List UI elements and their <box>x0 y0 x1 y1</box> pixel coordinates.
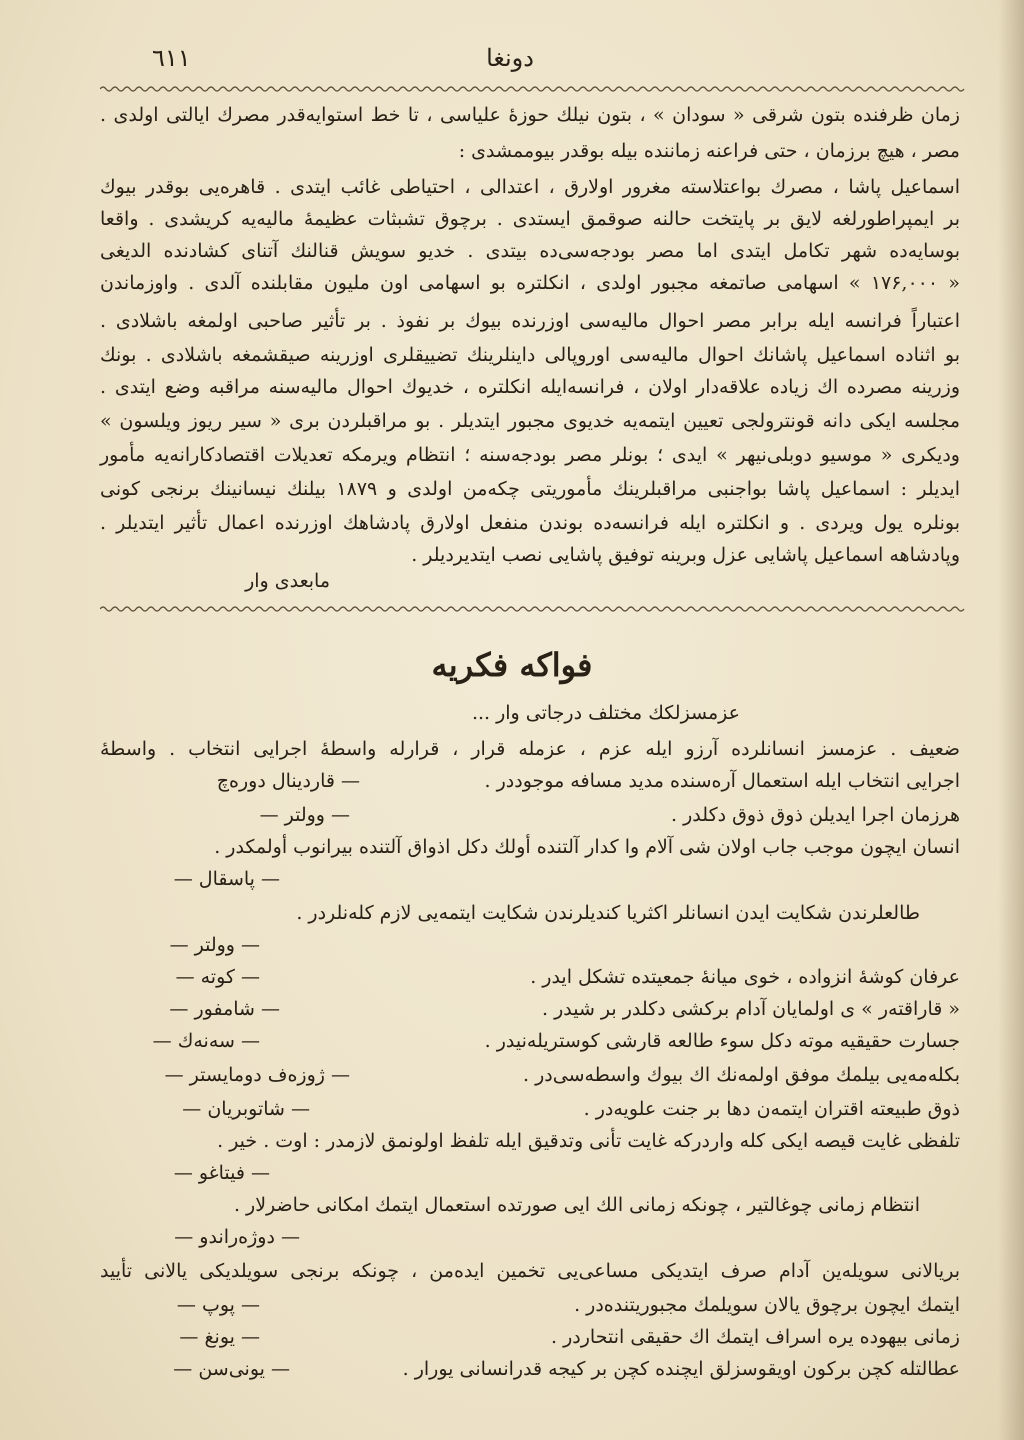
article-line: ودیکری « موسیو دوبلی‌نیهر » ایدی ؛ بونلر مصر بودجه‌سنه ؛ انتظام ویرمکه تعدیلات اقتصادکارانه‌یه مأمور <box>100 444 960 466</box>
quote-author: — کوته — <box>175 966 260 988</box>
article-line: بوسایه‌ده شهر تکامل ایتدی اما مصر بودجه‌سی‌ده بیتدی . خدیو سویش قنالنك آتنای کشادنده الدیغی <box>100 240 960 262</box>
quote-author: — پوپ — <box>176 1294 260 1316</box>
wavy-rule-top <box>100 84 968 94</box>
article-line: وزرینه مصرده اك زیاده علاقه‌دار اولان ، فرانسه‌ایله انکلتره ، خدیوك احوال مالیه‌سنه مراقبه وضع ایتدی . <box>100 376 960 398</box>
quote-author: — دوژەراندو — <box>174 1226 300 1248</box>
quote-author: — وولتر — <box>259 804 350 826</box>
quote-line: ذوق طبیعته اقتران ایتمه‌ن دها بر جنت علویه‌در . <box>583 1098 960 1120</box>
article-line: ایدیلر : اسماعیل پاشا بواجنبی مراقبلرینك مأموریتی چکه‌من اولدی و ۱۸۷۹ بیلنك نیسانینك برنجی کونی <box>100 478 960 500</box>
quote-author: — سه‌نه‌ك — <box>152 1030 260 1052</box>
page-edge-shadow <box>998 0 1024 1440</box>
section-intro: عزمسزلکك مختلف درجاتی وار ... <box>471 702 740 724</box>
section-title: فواکه فکریه <box>431 646 593 684</box>
quote-line: انسان ایچون موجب جاب اولان شی آلام وا کدار آلتنده أولك دکل اذواق آلتنده بیرانوب أولمکدر . <box>214 836 960 858</box>
running-title: دونغا <box>486 44 534 72</box>
article-line: وپادشاهه اسماعیل پاشایی عزل وبرینه توفیق پاشایی نصب ایتدیردیلر . <box>411 544 960 566</box>
quote-line: « قاراقتەر » ی اولمایان آدام برکشی دکلدر بر شیدر . <box>541 998 960 1020</box>
quote-line: تلفظی غایت قیصه ایکی کله واردرکه غایت تأنی وتدقیق ایله تلفظ اولونمق لازمدر : اوت . خیر . <box>217 1130 960 1152</box>
continued-note: مابعدی وار <box>245 570 330 592</box>
quote-author: — یونی‌سن — <box>173 1358 290 1380</box>
article-line: بونلره یول ویردی . و انکلتره ایله فرانسه‌ده بوندن منفعل اولارق پادشاهك اوزرنده اعمال تأثیر ایتدیلر . <box>100 512 960 534</box>
quote-line: هرزمان اجرا ایدیلن ذوق ذوق دکلدر . <box>671 804 960 826</box>
quote-line: عرفان کوشۀ انزواده ، خوی میانۀ جمعیتده تشکل ایدر . <box>530 966 960 988</box>
article-line: مجلسه ایکی دانه قونترولجی تعیین ایتمه‌یه خدیوی مجبور ایتدیلر . بو مراقبلردن بری « سیر ریوز ویلسون » <box>100 410 960 432</box>
quote-author: — فیتاغو — <box>173 1162 270 1184</box>
quote-line: ایتمك ایچون برچوق یالان سویلمك مجبوریتنده‌در . <box>574 1294 960 1316</box>
quote-line: طالعلرندن شکایت ایدن انسانلر اکثریا کندیلرندن شکایت ایتمه‌یی لازم کله‌نلردر . <box>296 902 920 924</box>
article-line: مصر ، هیچ برزمان ، حتی فراعنه زماننده بیله بوقدر بیوممشدی : <box>458 140 960 162</box>
article-line: اعتباراً فرانسه ایله برابر مصر احوال مالیه‌سی اوزرنده بیوك بر نفوذ . بر تأثیر صاحبی اولمغه باشلادی . <box>100 310 960 332</box>
quote-line: جسارت حقیقیه موته دکل سوء طالعه قارشی کوستریله‌نیدر . <box>484 1030 960 1052</box>
wavy-rule-middle <box>100 604 968 614</box>
quote-line: عطالتله کچن برکون اویقوسزلق ایچنده کچن بر کیجه قدرانسانی یورار . <box>402 1358 960 1380</box>
page-header <box>100 44 920 80</box>
article-line: « ۱۷۶,۰۰۰ » اسهامی صاتمغه مجبور اولدی ، انکلتره بو اسهامی اون ملیون مقابلنده آلدی . واوزماندن <box>100 272 960 294</box>
quote-author: — وولتر — <box>169 934 260 956</box>
page-number: ٦١١ <box>152 44 191 72</box>
quote-line: اجرایی انتخاب ایله استعمال آره‌سنده مدید مسافه موجوددر . <box>484 770 960 792</box>
article-line: اسماعیل پاشا ، مصرك بواعتلاسته مغرور اولارق ، اعتدالی ، احتیاطی غائب ایتدی . قاهره‌یی بوقدر بیوك <box>100 176 960 198</box>
quote-line: بکله‌مه‌یی بیلمك موفق اولمه‌نك اك بیوك واسطه‌سی‌در . <box>523 1064 960 1086</box>
article-line: بو اثناده اسماعیل پاشانك احوال مالیه‌سی اوروپالی داینلرینك تضییقلری اوزرینه صیقشمغه باشلادی . بونك <box>100 344 960 366</box>
quote-author: — پاسقال — <box>173 868 280 890</box>
quote-author: — شامفور — <box>169 998 280 1020</box>
quote-author: — ژوزەف دومایستر — <box>164 1064 350 1086</box>
quote-author: — شاتوبریان — <box>182 1098 310 1120</box>
quote-line: زمانی بیهوده یره اسراف ایتمك اك حقیقی انتحاردر . <box>551 1326 960 1348</box>
quote-line: انتظام زمانی چوغالتیر ، چونکه زمانی الك ایی صورتده استعمال ایتمك امکانی حاضرلار . <box>233 1194 920 1216</box>
quote-line: بریالانی سویله‌ین آدام صرف ایتدیکی مساعی‌یی تخمین ایده‌من ، چونکه برنجی سویلدیکی یالانی تأیید <box>100 1260 960 1282</box>
quote-line: ضعیف . عزمسز انسانلرده آرزو ایله عزم ، عزمله قرار ، قرارله واسطۀ اجرایی انتخاب . واسطۀ <box>100 738 960 760</box>
article-line: زمان ظرفنده بتون شرقی « سودان » ، بتون نیلك حوزۀ علیاسی ، تا خط استوایه‌قدر مصرك ایالتی اولدی . <box>100 104 960 126</box>
article-line: بر ایمپراطورلغه لایق بر پایتخت حالنه صوقمق ایستدی . برچوق تشبثات عظیمۀ مالیه‌یه کریشدی . واقعا <box>100 208 960 230</box>
quote-author: — قاردینال دورەچ <box>216 770 360 792</box>
quote-author: — یونغ — <box>179 1326 260 1348</box>
